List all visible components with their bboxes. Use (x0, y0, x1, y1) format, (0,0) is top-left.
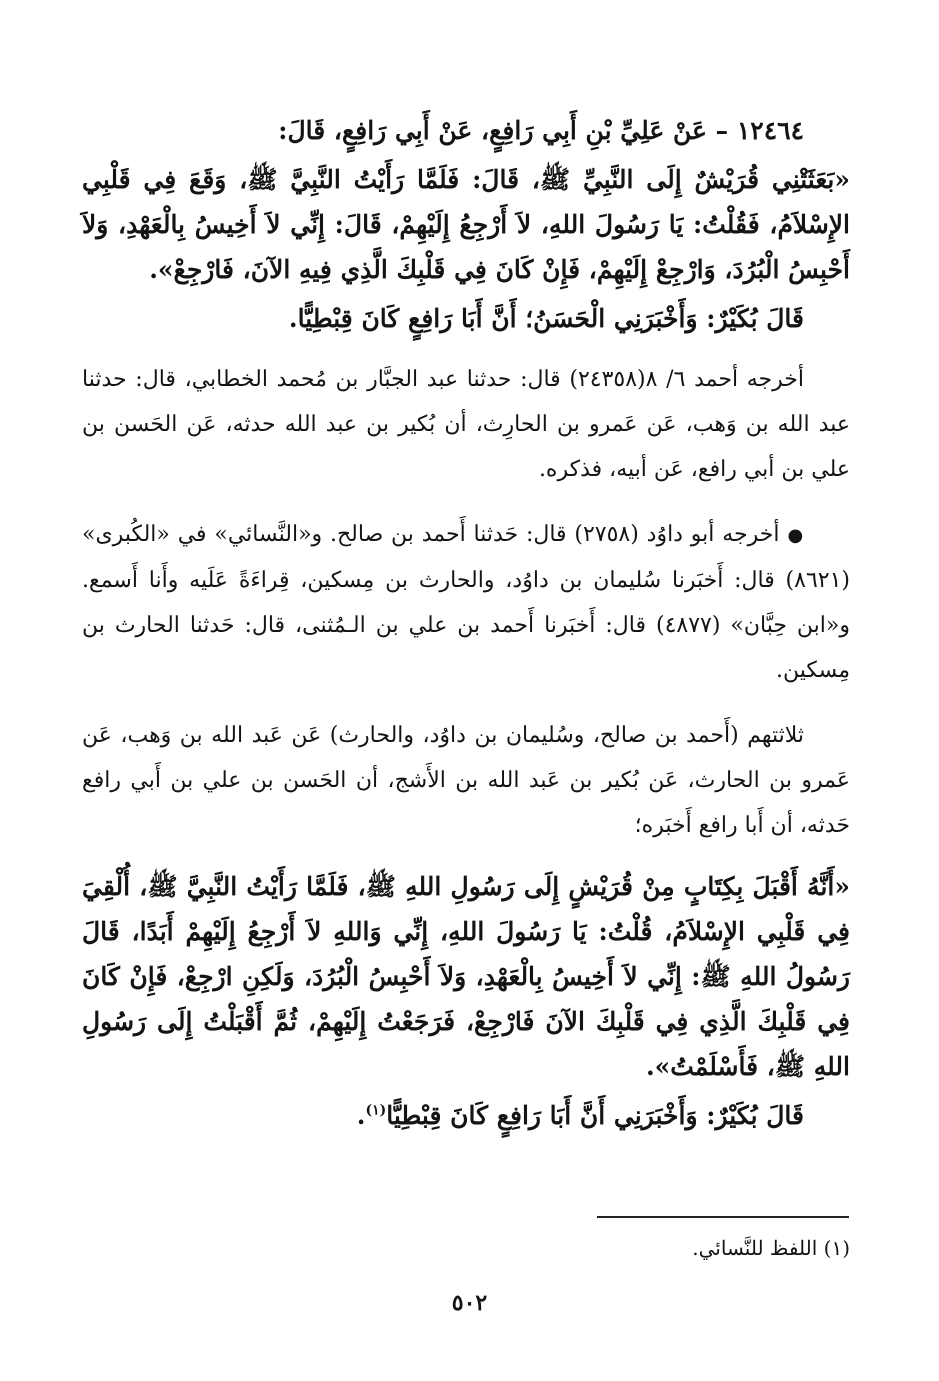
variant-matn: «أَنَّهُ أَقْبَلَ بِكِتَابٍ مِنْ قُرَيْشٍ إِلَى رَسُولِ اللهِ ﷺ، فَلَمَّا رَأَيْتُ النَّبِيَّ ﷺ، أُلْقِيَ فِي قَلْبِي الإِسْلاَمُ، قُلْتُ: يَا رَسُولَ اللهِ، إِنِّي وَاللهِ لاَ أَرْجِعُ إِلَيْهِمْ أَبَدًا، قَالَ رَسُولُ اللهِ ﷺ: إِنِّي لاَ أَخِيسُ بِالْعَهْدِ، وَلاَ أَحْبِسُ الْبُرُدَ، وَلَكِنِ ارْجِعْ، فَإِنْ كَانَ فِي قَلْبِكَ الَّذِي فِي قَلْبِكَ الآنَ فَارْجِعْ، فَرَجَعْتُ إِلَيْهِمْ، ثُمَّ أَقْبَلْتُ إِلَى رَسُولِ اللهِ ﷺ، فَأَسْلَمْتُ». (82, 872, 850, 1081)
hadith-number: ١٢٤٦٤ (736, 116, 804, 145)
variant-bukair-end: . (356, 1101, 366, 1130)
commentary-thalathatuhum: ثلاثتهم (أَحمد بن صالح، وسُليمان بن داوُد، والحارث) عَن عَبد الله بن وَهب، عَن عَمرو بن الحارث، عَن بُكير بن عَبد الله بن الأَشج، أن الحَسن بن علي بن أَبي رافع حَدثه، أن أَبا رافع أَخبَره؛ (82, 723, 850, 838)
page-body (82, 108, 850, 1138)
variant-bukair-note (82, 1093, 850, 1138)
variant-bukair-text: قَالَ بُكَيْرٌ: وَأَخْبَرَنِي أَنَّ أَبَا رَافِعٍ كَانَ قِبْطِيًّا (386, 1101, 804, 1130)
commentary-ahmad: أخرجه أحمد ٦/ ٨(٢٤٣٥٨) قال: حدثنا عبد الجبَّار بن مُحمد الخطابي، قال: حدثنا عبد الله بن وَهب، عَن عَمرو بن الحارِث، أن بُكير بن عبد الله حدثه، عَن الحَسن بن علي بن أبي رافع، عَن أبيه، فذكره. (82, 367, 850, 482)
commentary-abu-dawud-text: أخرجه أبو داوُد (٢٧٥٨) قال: حَدثنا أَحمد بن صالح. و«النَّسائي» في «الكُبرى» (٨٦٢١) قال: أَخبَرنا سُليمان بن داوُد، والحارث بن مِسكين، قِراءَةً عَلَيه وأَنا أَسمع. و«ابن حِبَّان» (٤٨٧٧) قال: أَخبَرنا أَحمد بن علي بن الـمُثنى، قال: حَدثنا الحارث بن مِسكين. (82, 522, 850, 683)
bullet-icon: ● (787, 525, 804, 546)
hadith-matn: «بَعَثَتْنِي قُرَيْشٌ إِلَى النَّبِيِّ ﷺ، قَالَ: فَلَمَّا رَأَيْتُ النَّبِيَّ ﷺ، وَقَعَ فِي قَلْبِي الإِسْلاَمُ، فَقُلْتُ: يَا رَسُولَ اللهِ، لاَ أَرْجِعُ إِلَيْهِمْ، قَالَ: إِنِّي لاَ أَخِيسُ بِالْعَهْدِ، وَلاَ أَحْبِسُ الْبُرُدَ، وَارْجِعْ إِلَيْهِمْ، فَإِنْ كَانَ فِي قَلْبِكَ الَّذِي فِيهِ الآنَ، فَارْجِعْ». (82, 165, 850, 284)
hadith-bukair-note: قَالَ بُكَيْرٌ: وَأَخْبَرَنِي الْحَسَنُ؛ أَنَّ أَبَا رَافِعٍ كَانَ قِبْطِيًّا. (288, 304, 804, 333)
footnote-reference[interactable]: (١) (365, 1102, 387, 1119)
hadith-isnad: – عَنْ عَلِيِّ بْنِ أَبِي رَافِعٍ، عَنْ أَبِي رَافِعٍ، قَالَ: (278, 116, 729, 145)
commentary-abu-dawud (82, 512, 850, 693)
page-number: ٥٠٢ (451, 1290, 488, 1316)
footnote-divider (597, 1216, 849, 1218)
footnote: (١) اللفظ للنَّسائي. (692, 1236, 850, 1260)
hadith-opening (82, 108, 850, 153)
